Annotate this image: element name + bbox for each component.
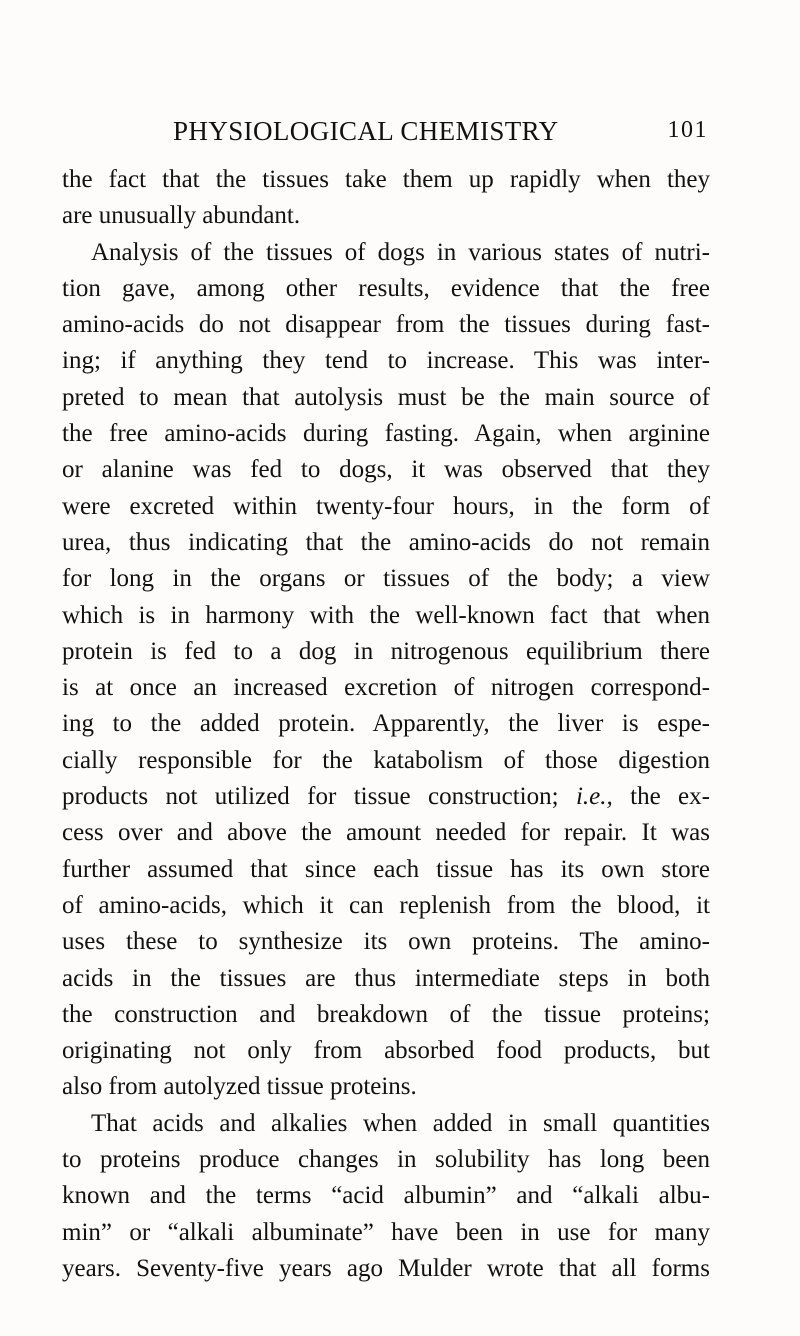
text-line: urea, thus indicating that the amino-acids do not remain — [62, 528, 710, 556]
text-line: ing; if anything they tend to increase. This was inter- — [62, 347, 710, 375]
text-line: to proteins produce changes in solubility has long been — [62, 1146, 710, 1174]
text-line: the free amino-acids during fasting. Again, when arginine — [62, 420, 710, 448]
page-number: 101 — [667, 117, 708, 143]
text-line: Analysis of the tissues of dogs in various states of nutri- — [91, 238, 710, 266]
text-line: cially responsible for the katabolism of those digestion — [62, 746, 710, 774]
text-line: is at once an increased excretion of nitrogen correspond- — [62, 674, 710, 702]
text-line: years. Seventy-five years ago Mulder wrote that all forms — [62, 1254, 710, 1282]
text-line: That acids and alkalies when added in small quantities — [91, 1109, 710, 1137]
running-head — [148, 116, 708, 152]
text-line: acids in the tissues are thus intermediate steps in both — [62, 964, 710, 992]
text-line: cess over and above the amount needed for repair. It was — [62, 819, 710, 847]
text-line — [62, 779, 710, 815]
text-line: were excreted within twenty-four hours, in the form of — [62, 492, 710, 520]
text-segment: the ex- — [612, 783, 710, 811]
text-line: also from autolyzed tissue proteins. — [62, 1073, 417, 1101]
running-title: PHYSIOLOGICAL CHEMISTRY — [173, 116, 559, 146]
body-text — [62, 162, 710, 1287]
text-line: for long in the organs or tissues of the body; a view — [62, 565, 710, 593]
text-line: of amino-acids, which it can replenish from the blood, it — [62, 891, 710, 919]
text-line: preted to mean that autolysis must be the main source of — [62, 383, 710, 411]
text-line: the construction and breakdown of the tissue proteins; — [62, 1000, 710, 1028]
text-line: are unusually abundant. — [62, 202, 301, 230]
italic-abbreviation: i.e., — [575, 783, 613, 811]
text-line: ing to the added protein. Apparently, the liver is espe- — [62, 710, 710, 738]
text-line: originating not only from absorbed food products, but — [62, 1037, 710, 1065]
text-line: further assumed that since each tissue has its own store — [62, 855, 710, 883]
text-line: or alanine was fed to dogs, it was observed that they — [62, 456, 710, 484]
text-line: protein is fed to a dog in nitrogenous equilibrium there — [62, 637, 710, 665]
text-line: uses these to synthesize its own proteins. The amino- — [62, 928, 710, 956]
text-segment: products not utilized for tissue construction; — [62, 783, 576, 811]
text-line: which is in harmony with the well-known fact that when — [62, 601, 710, 629]
text-line: amino-acids do not disappear from the tissues during fast- — [62, 311, 710, 339]
text-line: min” or “alkali albuminate” have been in use for many — [62, 1218, 710, 1246]
text-line: tion gave, among other results, evidence that the free — [62, 274, 710, 302]
text-line: the fact that the tissues take them up rapidly when they — [62, 166, 710, 193]
text-line: known and the terms “acid albumin” and “alkali albu- — [62, 1182, 710, 1210]
